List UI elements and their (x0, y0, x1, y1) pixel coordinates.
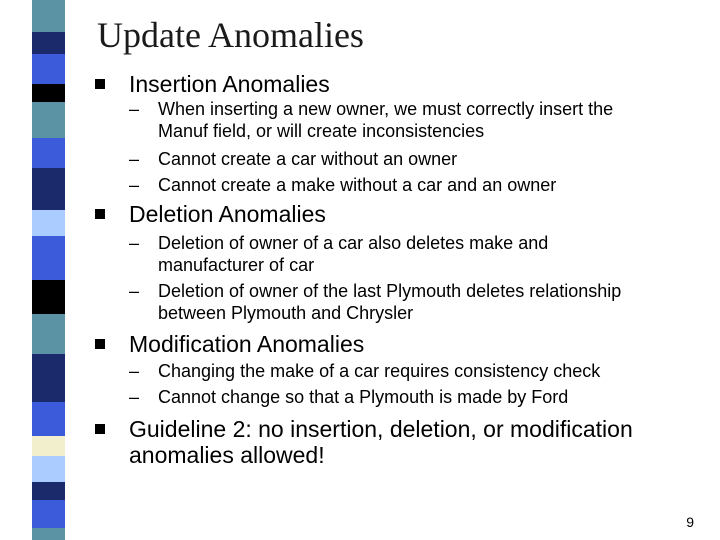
sub-bullet-line: Cannot create a car without an owner (158, 149, 458, 169)
stripe-segment (32, 0, 65, 32)
dash-marker: – (129, 361, 140, 381)
stripe-segment (32, 280, 65, 314)
sub-bullet-line: between Plymouth and Chrysler (158, 303, 414, 323)
stripe-segment (32, 138, 65, 168)
stripe-segment (32, 436, 65, 456)
sub-bullet-line: Cannot create a make without a car and an owner (158, 175, 557, 195)
stripe-segment (32, 402, 65, 436)
page-number: 9 (686, 514, 694, 530)
stripe-segment (32, 456, 65, 482)
stripe-segment (32, 314, 65, 354)
bullet-marker (95, 339, 105, 349)
bullet-modification: Modification Anomalies (129, 331, 365, 357)
dash-marker: – (129, 149, 140, 169)
stripe-segment (32, 102, 65, 138)
sub-bullet-line: Changing the make of a car requires consistency check (158, 361, 601, 381)
stripe-segment (32, 168, 65, 210)
stripe-segment (32, 500, 65, 528)
stripe-segment (32, 482, 65, 500)
stripe-segment (32, 84, 65, 102)
dash-marker: – (129, 233, 140, 253)
bullet-insertion: Insertion Anomalies (129, 71, 330, 97)
dash-marker: – (129, 99, 140, 119)
sub-bullet-line: When inserting a new owner, we must correctly insert the (158, 99, 614, 119)
bullet-marker (95, 424, 105, 434)
sub-bullet-line: Cannot change so that a Plymouth is made by Ford (158, 387, 569, 407)
bullet-deletion: Deletion Anomalies (129, 201, 326, 227)
dash-marker: – (129, 175, 140, 195)
stripe-segment (32, 528, 65, 540)
bullet-guideline-cont: anomalies allowed! (129, 442, 325, 468)
decorative-stripe (32, 0, 65, 540)
stripe-segment (32, 32, 65, 54)
dash-marker: – (129, 281, 140, 301)
dash-marker: – (129, 387, 140, 407)
sub-bullet-line: Deletion of owner of the last Plymouth deletes relationship (158, 281, 622, 301)
stripe-segment (32, 54, 65, 84)
sub-bullet-line: Manuf field, or will create inconsistencies (158, 121, 485, 141)
bullet-guideline: Guideline 2: no insertion, deletion, or modification (129, 416, 633, 442)
bullet-marker (95, 209, 105, 219)
stripe-segment (32, 236, 65, 280)
slide-title: Update Anomalies (97, 15, 364, 55)
bullet-marker (95, 79, 105, 89)
sub-bullet-line: manufacturer of car (158, 255, 315, 275)
stripe-segment (32, 210, 65, 236)
stripe-segment (32, 354, 65, 402)
sub-bullet-line: Deletion of owner of a car also deletes make and (158, 233, 549, 253)
